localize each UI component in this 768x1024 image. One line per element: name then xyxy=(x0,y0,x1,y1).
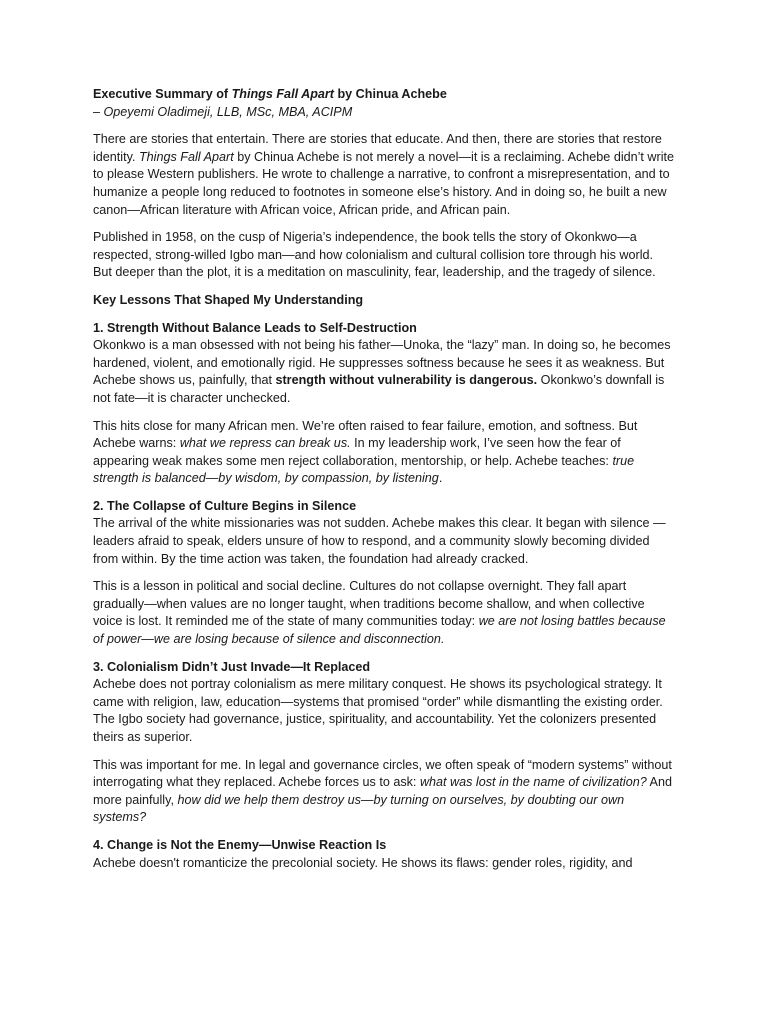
lesson-4-paragraph-1: Achebe doesn't romanticize the precolonial society. He shows its flaws: gender roles, rigidity, and xyxy=(93,855,633,870)
lesson-2-heading: 2. The Collapse of Culture Begins in Silence xyxy=(93,498,357,513)
l1-p2-italic-2: true strength is balanced—by wisdom, by compassion, by listening xyxy=(93,453,635,486)
document-title xyxy=(93,86,675,104)
l1-p1-text-b: Okonkwo’s downfall is not fate—it is character unchecked. xyxy=(93,373,665,405)
intro-paragraph-1 xyxy=(93,131,675,219)
l3-p2-text-b: And more painfully, xyxy=(93,775,672,807)
l1-p2-text-a: This hits close for many African men. We’re often raised to fear failure, emotion, and softness. But Achebe warns: xyxy=(93,418,638,451)
lesson-1-paragraph-1 xyxy=(93,337,675,407)
l1-p2-text-c: . xyxy=(438,471,443,486)
l3-p2-italic-1: what was lost in the name of civilization? xyxy=(419,775,647,790)
lesson-3-paragraph-2 xyxy=(93,757,675,827)
l2-p2-text-a: This is a lesson in political and social decline. Cultures do not collapse overnight. They fall apart gradually—when values are no longer taught, when traditions become shallow, and when collective voice is lost. It reminded me of the state of many communities today: xyxy=(93,579,645,629)
l3-p2-text-a: This was important for me. In legal and governance circles, we often speak of “modern systems” without interrogating what they replaced. Achebe forces us to ask: xyxy=(93,757,672,790)
intro-p1-book: Things Fall Apart xyxy=(138,149,234,164)
title-suffix: by Chinua Achebe xyxy=(333,87,447,101)
lesson-2-paragraph-1: The arrival of the white missionaries was not sudden. Achebe makes this clear. It began with silence —leaders afraid to speak, elders unsure of how to respond, and a community slowly becoming divided from within. By the time action was taken, the foundation had already cracked. xyxy=(93,516,666,566)
intro-p1-text-b: by Chinua Achebe is not merely a novel—it is a reclaiming. Achebe didn’t write to please Western publishers. He wrote to challenge a narrative, to confront a misrepresentation, and to humanize a people long reduced to footnotes in someone else’s history. And in doing so, he built a new canon—African literature with African voice, African pride, and African pain. xyxy=(93,149,675,217)
key-lessons-heading: Key Lessons That Shaped My Understanding xyxy=(93,292,364,307)
lesson-3-paragraph-1: Achebe does not portray colonialism as mere military conquest. He shows its psychological strategy. It came with religion, law, education—systems that promised “order” while dismantling the existing order. The Igbo society had governance, justice, spirituality, and accountability. Yet the colonizers presented theirs as superior. xyxy=(93,677,663,744)
lesson-4-heading: 4. Change is Not the Enemy—Unwise Reaction Is xyxy=(93,837,387,852)
lesson-3-heading: 3. Colonialism Didn’t Just Invade—It Replaced xyxy=(93,659,371,674)
l1-p1-text-a: Okonkwo is a man obsessed with not being his father—Unoka, the “lazy” man. In doing so, he becomes hardened, violent, and emotionally rigid. He suppresses softness because he sees it as weakness. But Achebe shows us, painfully, that xyxy=(93,338,671,388)
intro-paragraph-2: Published in 1958, on the cusp of Nigeria’s independence, the book tells the story of Okonkwo—a respected, strong-willed Igbo man—and how colonialism and cultural collision tore through his world. But deeper than the plot, it is a meditation on masculinity, fear, leadership, and the tragedy of silence. xyxy=(93,230,656,280)
title-prefix: Executive Summary of xyxy=(93,87,232,101)
l1-p2-italic-1: what we repress can break us. xyxy=(179,436,351,451)
author-line: – Opeyemi Oladimeji, LLB, MSc, MBA, ACIPM xyxy=(93,104,353,119)
l3-p2-italic-2: how did we help them destroy us—by turning on ourselves, by doubting our own systems? xyxy=(93,792,625,825)
title-book: Things Fall Apart xyxy=(231,87,334,101)
l2-p2-italic: we are not losing battles because of power—we are losing because of silence and disconnection. xyxy=(93,614,666,647)
lesson-1-heading: 1. Strength Without Balance Leads to Self-Destruction xyxy=(93,320,417,335)
intro-p1-text-a: There are stories that entertain. There are stories that educate. And then, there are stories that restore identity. xyxy=(93,132,662,164)
lesson-1-paragraph-2 xyxy=(93,418,675,488)
l1-p1-bold: strength without vulnerability is dangerous. xyxy=(275,373,538,388)
l1-p2-text-b: In my leadership work, I’ve seen how the fear of appearing weak makes some men reject collaboration, mentorship, or help. Achebe teaches: xyxy=(93,436,621,468)
lesson-2-paragraph-2 xyxy=(93,578,675,648)
